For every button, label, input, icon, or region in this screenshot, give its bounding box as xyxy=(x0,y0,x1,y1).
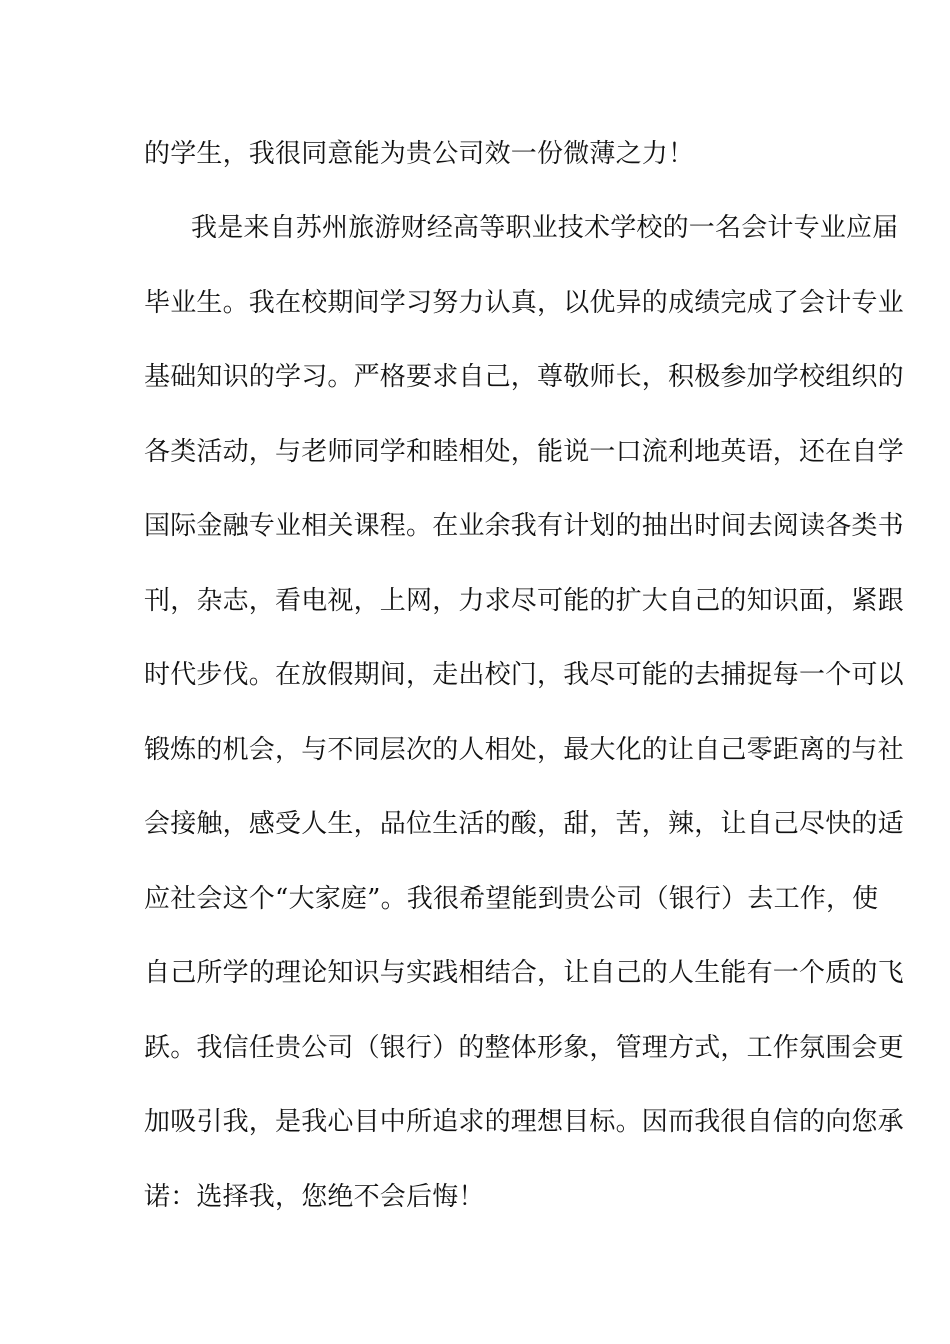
text-line-12: 自己所学的理论知识与实践相结合，让自己的人生能有一个质的飞 xyxy=(144,958,904,988)
text-line-4: 基础知识的学习。严格要求自己，尊敬师长，积极参加学校组织的 xyxy=(144,362,904,392)
text-line-10: 会接触，感受人生，品位生活的酸，甜，苦，辣，让自己尽快的适 xyxy=(144,809,904,839)
text-line-14: 加吸引我，是我心目中所追求的理想目标。因而我很自信的向您承 xyxy=(144,1107,904,1137)
text-line-7: 刊，杂志，看电视，上网，力求尽可能的扩大自己的知识面，紧跟 xyxy=(144,586,904,616)
text-line-15: 诺：选择我，您绝不会后悔！ xyxy=(144,1182,485,1212)
text-line-5: 各类活动，与老师同学和睦相处，能说一口流利地英语，还在自学 xyxy=(144,437,904,467)
text-line-1: 的学生，我很同意能为贵公司效一份微薄之力！ xyxy=(144,139,695,169)
text-line-8: 时代步伐。在放假期间，走出校门，我尽可能的去捕捉每一个可以 xyxy=(144,660,904,690)
text-line-2: 我是来自苏州旅游财经高等职业技术学校的一名会计专业应届 xyxy=(191,213,899,243)
text-line-11: 应社会这个“大家庭”。我很希望能到贵公司（银行）去工作，使 xyxy=(144,884,879,914)
text-line-13: 跃。我信任贵公司（银行）的整体形象，管理方式，工作氛围会更 xyxy=(144,1033,904,1063)
text-line-3: 毕业生。我在校期间学习努力认真，以优异的成绩完成了会计专业 xyxy=(144,288,904,318)
text-line-6: 国际金融专业相关课程。在业余我有计划的抽出时间去阅读各类书 xyxy=(144,511,904,541)
text-line-9: 锻炼的机会，与不同层次的人相处，最大化的让自己零距离的与社 xyxy=(144,735,904,765)
